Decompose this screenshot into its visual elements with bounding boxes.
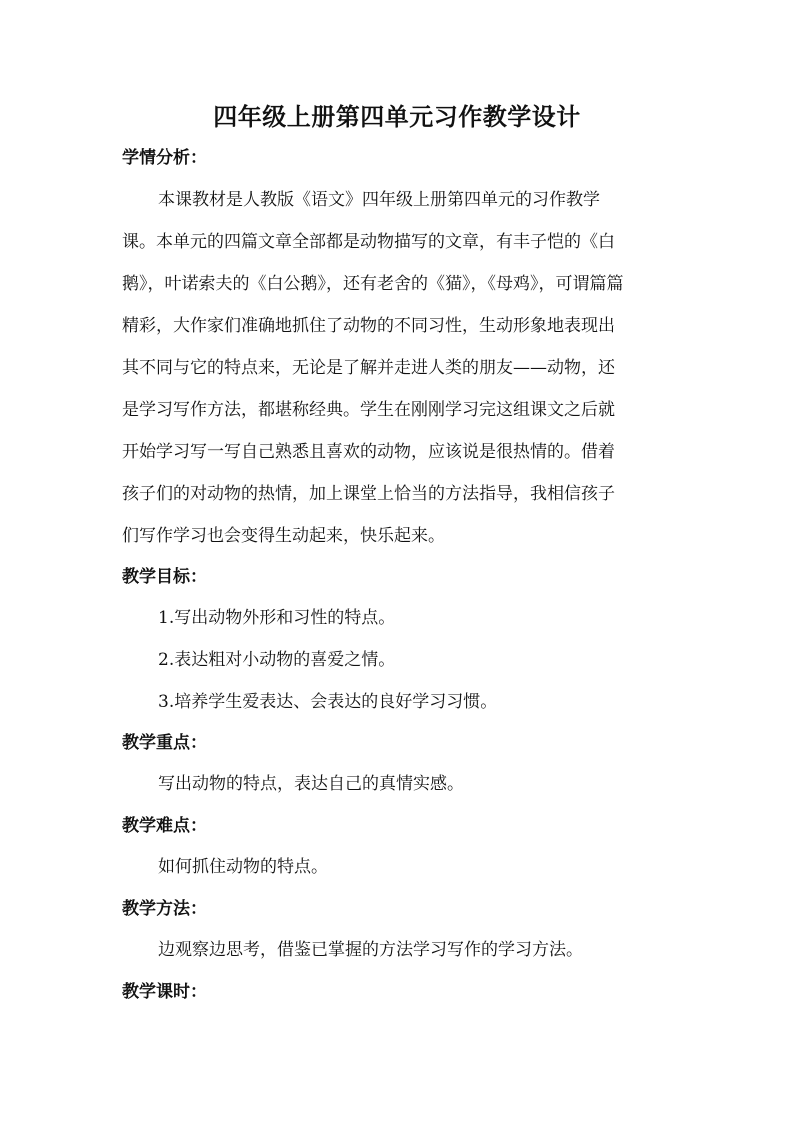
goal-item: 3.培养学生爱表达、会表达的良好学习习惯。 — [158, 692, 498, 712]
analysis-line: 本课教材是人教版《语文》四年级上册第四单元的习作教学 — [158, 190, 600, 210]
section-heading-methods: 教学方法： — [122, 899, 207, 919]
section-heading-goals: 教学目标： — [122, 567, 207, 587]
analysis-line: 其不同与它的特点来，无论是了解并走进人类的朋友——动物，还 — [122, 358, 615, 378]
analysis-line: 孩子们的对动物的热情，加上课堂上恰当的方法指导，我相信孩子 — [122, 484, 615, 504]
analysis-line: 课。本单元的四篇文章全部都是动物描写的文章，有丰子恺的《白 — [122, 232, 615, 252]
document-title: 四年级上册第四单元习作教学设计 — [213, 102, 581, 131]
goal-item: 2.表达粗对小动物的喜爱之情。 — [158, 650, 396, 670]
analysis-line: 们写作学习也会变得生动起来，快乐起来。 — [122, 526, 445, 546]
section-heading-key-points: 教学重点： — [122, 733, 207, 753]
methods-text: 边观察边思考，借鉴已掌握的方法学习写作的学习方法。 — [158, 940, 583, 960]
analysis-line: 是学习写作方法，都堪称经典。学生在刚刚学习完这组课文之后就 — [122, 400, 615, 420]
difficulties-text: 如何抓住动物的特点。 — [158, 857, 328, 877]
key-points-text: 写出动物的特点，表达自己的真情实感。 — [158, 774, 464, 794]
section-heading-difficulties: 教学难点： — [122, 816, 207, 836]
analysis-line: 精彩，大作家们准确地抓住了动物的不同习性，生动形象地表现出 — [122, 316, 615, 336]
goal-item: 1.写出动物外形和习性的特点。 — [158, 608, 396, 628]
section-heading-analysis: 学情分析： — [122, 148, 207, 168]
section-heading-hours: 教学课时： — [122, 982, 207, 1002]
analysis-line: 鹅》，叶诺索夫的《白公鹅》，还有老舍的《猫》，《母鸡》，可谓篇篇 — [122, 274, 624, 294]
analysis-line: 开始学习写一写自己熟悉且喜欢的动物，应该说是很热情的。借着 — [122, 442, 615, 462]
